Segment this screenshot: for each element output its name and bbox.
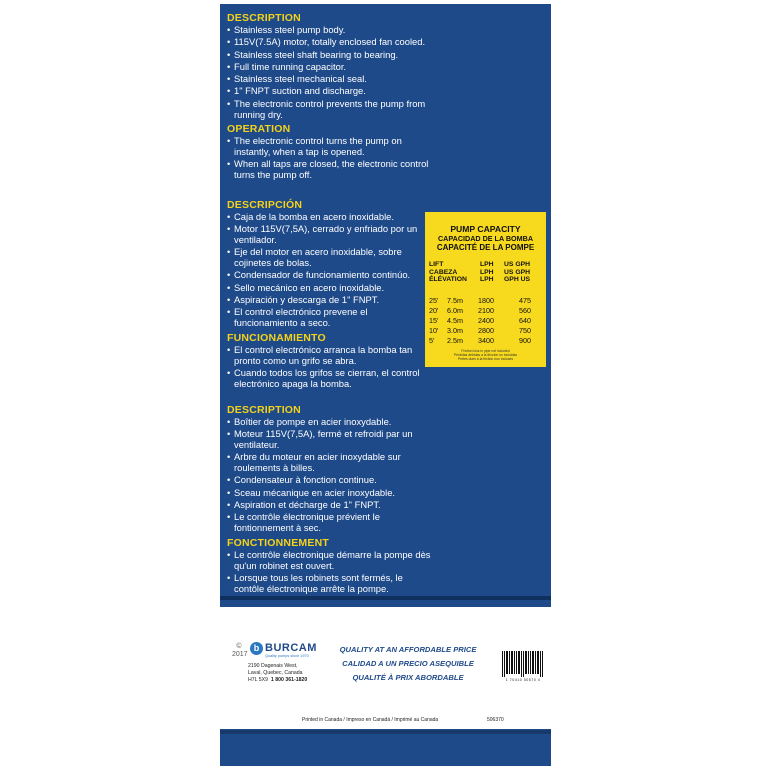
lift-ft: 15' (429, 316, 439, 325)
barcode-icon (501, 651, 544, 677)
bottom-bar (220, 730, 551, 734)
column-label: LPH (480, 276, 494, 283)
column-label: CABEZA (429, 268, 458, 276)
list-item: • El control electrónico arranca la bomba tan pronto como un grifo se abra. (227, 345, 432, 367)
product-panel (220, 4, 551, 766)
note-line: Pertes dues à la friction non incluses (457, 357, 514, 362)
column-label: LIFT (429, 261, 444, 268)
lift-m: 3.0m (447, 326, 463, 335)
barcode-number: 1 70410 50570 4 (505, 678, 541, 682)
note-line: Pérdidas debidas a la fricción no incluidas (453, 353, 518, 358)
column-label: ÉLÉVATION (429, 276, 467, 283)
lift-ft: 25' (429, 296, 439, 305)
table-row (425, 316, 546, 326)
lph-value: 3400 (478, 336, 494, 345)
table-row (425, 326, 546, 336)
table-row (425, 296, 546, 306)
column-label: LPH (480, 268, 494, 276)
gph-value: 640 (519, 316, 531, 325)
spanish-operation-list (227, 345, 432, 390)
gph-value: 475 (519, 296, 531, 305)
list-item: • Condensador de funcionamiento continúo. (227, 270, 432, 281)
burcam-logo-icon: b (250, 642, 263, 655)
english-description-heading: DESCRIPTION (227, 12, 301, 24)
capacity-title-en: PUMP CAPACITY (450, 224, 521, 234)
column-label: US GPH (504, 261, 531, 268)
lift-m: 7.5m (447, 296, 463, 305)
list-item: • Boîtier de pompe en acier inoxydable. (227, 417, 432, 428)
list-item: • The electronic control prevents the pump from running dry. (227, 99, 432, 121)
brand-tagline: Quality pumps since 1970 (265, 654, 309, 658)
list-item: • Full time running capacitor. (227, 62, 432, 73)
list-item: • When all taps are closed, the electronic control turns the pump off. (227, 159, 432, 181)
table-row (425, 336, 546, 346)
list-item: • Aspiration et décharge de 1" FNPT. (227, 500, 432, 511)
list-item: • Stainless steel pump body. (227, 25, 432, 36)
french-description-heading: DESCRIPTION (227, 404, 301, 416)
lph-value: 1800 (478, 296, 494, 305)
blue-info-area (220, 4, 551, 592)
lift-ft: 10' (429, 326, 439, 335)
postal-phone (248, 677, 307, 684)
list-item: • The electronic control turns the pump on instantly, when a tap is opened. (227, 136, 432, 158)
brand-name: BURCAM (265, 642, 317, 654)
quality-line-es: CALIDAD A UN PRECIO ASEQUIBLE (342, 659, 474, 668)
lift-m: 4.5m (447, 316, 463, 325)
phone-number: 1 800 361-1820 (270, 677, 308, 683)
quality-line-en: QUALITY AT AN AFFORDABLE PRICE (339, 645, 477, 654)
address-line: 2190 Dagenais West, (248, 663, 298, 669)
capacity-column-lift (429, 261, 467, 284)
french-section (227, 404, 432, 596)
list-item: • Le contrôle électronique démarre la pompe dès qu'un robinet est ouvert. (227, 550, 432, 572)
lift-ft: 5' (429, 336, 435, 345)
list-item: • Condensateur à fonction continue. (227, 475, 432, 486)
capacity-column-lph (480, 261, 494, 284)
column-label: GPH US (504, 276, 531, 283)
footer-label (220, 607, 551, 729)
list-item: • 1" FNPT suction and discharge. (227, 86, 432, 97)
friction-note (425, 349, 546, 362)
english-operation-list (227, 136, 432, 181)
copyright-symbol: © (236, 643, 242, 650)
lph-value: 2100 (478, 306, 494, 315)
french-operation-heading: FONCTIONNEMENT (227, 536, 329, 549)
lph-value: 2800 (478, 326, 494, 335)
quality-line-fr: QUALITÉ À PRIX ABORDABLE (352, 673, 464, 682)
lift-ft: 20' (429, 306, 439, 315)
column-label: US GPH (504, 268, 531, 276)
french-operation-list (227, 550, 432, 595)
capacity-title-es: CAPACIDAD DE LA BOMBA (437, 234, 534, 243)
list-item: • 115V(7.5A) motor, totally enclosed fan cooled. (227, 37, 432, 48)
english-description-list (227, 25, 432, 120)
postal-code: H7L 5X9 (248, 677, 268, 683)
lift-m: 2.5m (447, 336, 463, 345)
list-item: • Le contrôle électronique prévient le fontionnement à sec. (227, 512, 432, 534)
english-operation-heading: OPERATION (227, 123, 291, 136)
list-item: • Sello mecánico en acero inoxidable. (227, 283, 432, 294)
list-item: • Lorsque tous les robinets sont fermés, le contôle électronique arrête la pompe. (227, 573, 432, 595)
spanish-description-heading: DESCRIPCIÓN (227, 199, 303, 211)
gph-value: 560 (519, 306, 531, 315)
english-section (227, 12, 432, 183)
gph-value: 900 (519, 336, 531, 345)
lph-value: 2400 (478, 316, 494, 325)
spanish-operation-heading: FUNCIONAMIENTO (227, 331, 326, 344)
list-item: • Cuando todos los grifos se cierran, el control electrónico apaga la bomba. (227, 368, 432, 390)
product-code: 506370 (487, 717, 504, 723)
copyright-year: 2017 (232, 651, 248, 658)
capacity-title-fr: CAPACITÉ DE LA POMPE (436, 243, 535, 252)
table-row (425, 306, 546, 316)
list-item: • Arbre du moteur en acier inoxydable sur roulements à billes. (227, 452, 432, 474)
spanish-description-list (227, 212, 432, 329)
lift-m: 6.0m (447, 306, 463, 315)
gph-value: 750 (519, 326, 531, 335)
capacity-column-gph (504, 261, 530, 284)
list-item: • Moteur 115V(7,5A), fermé et refroidi par un ventilateur. (227, 429, 432, 451)
note-line: Friction loss in pipe not included (461, 349, 510, 353)
list-item: • Stainless steel mechanical seal. (227, 74, 432, 85)
column-label: LPH (480, 261, 494, 268)
list-item: • El control electrónico prevene el funcionamiento a seco. (227, 307, 432, 329)
address-line: Laval, Quebec, Canada (248, 670, 303, 676)
list-item: • Motor 115V(7,5A), cerrado y enfriado por un ventilador. (227, 224, 432, 246)
list-item: • Caja de la bomba en acero inoxidable. (227, 212, 432, 223)
divider-bar (220, 596, 551, 600)
printed-in-canada: Printed in Canada / Impreso en Canadá / Imprimé au Canada (302, 717, 439, 723)
list-item: • Eje del motor en acero inoxidable, sobre cojinetes de bolas. (227, 247, 432, 269)
list-item: • Sceau mécanique en acier inoxydable. (227, 488, 432, 499)
copyright (232, 643, 246, 659)
french-description-list (227, 417, 432, 534)
pump-capacity-table (425, 212, 546, 367)
list-item: • Stainless steel shaft bearing to bearing. (227, 50, 432, 61)
list-item: • Aspiración y descarga de 1" FNPT. (227, 295, 432, 306)
